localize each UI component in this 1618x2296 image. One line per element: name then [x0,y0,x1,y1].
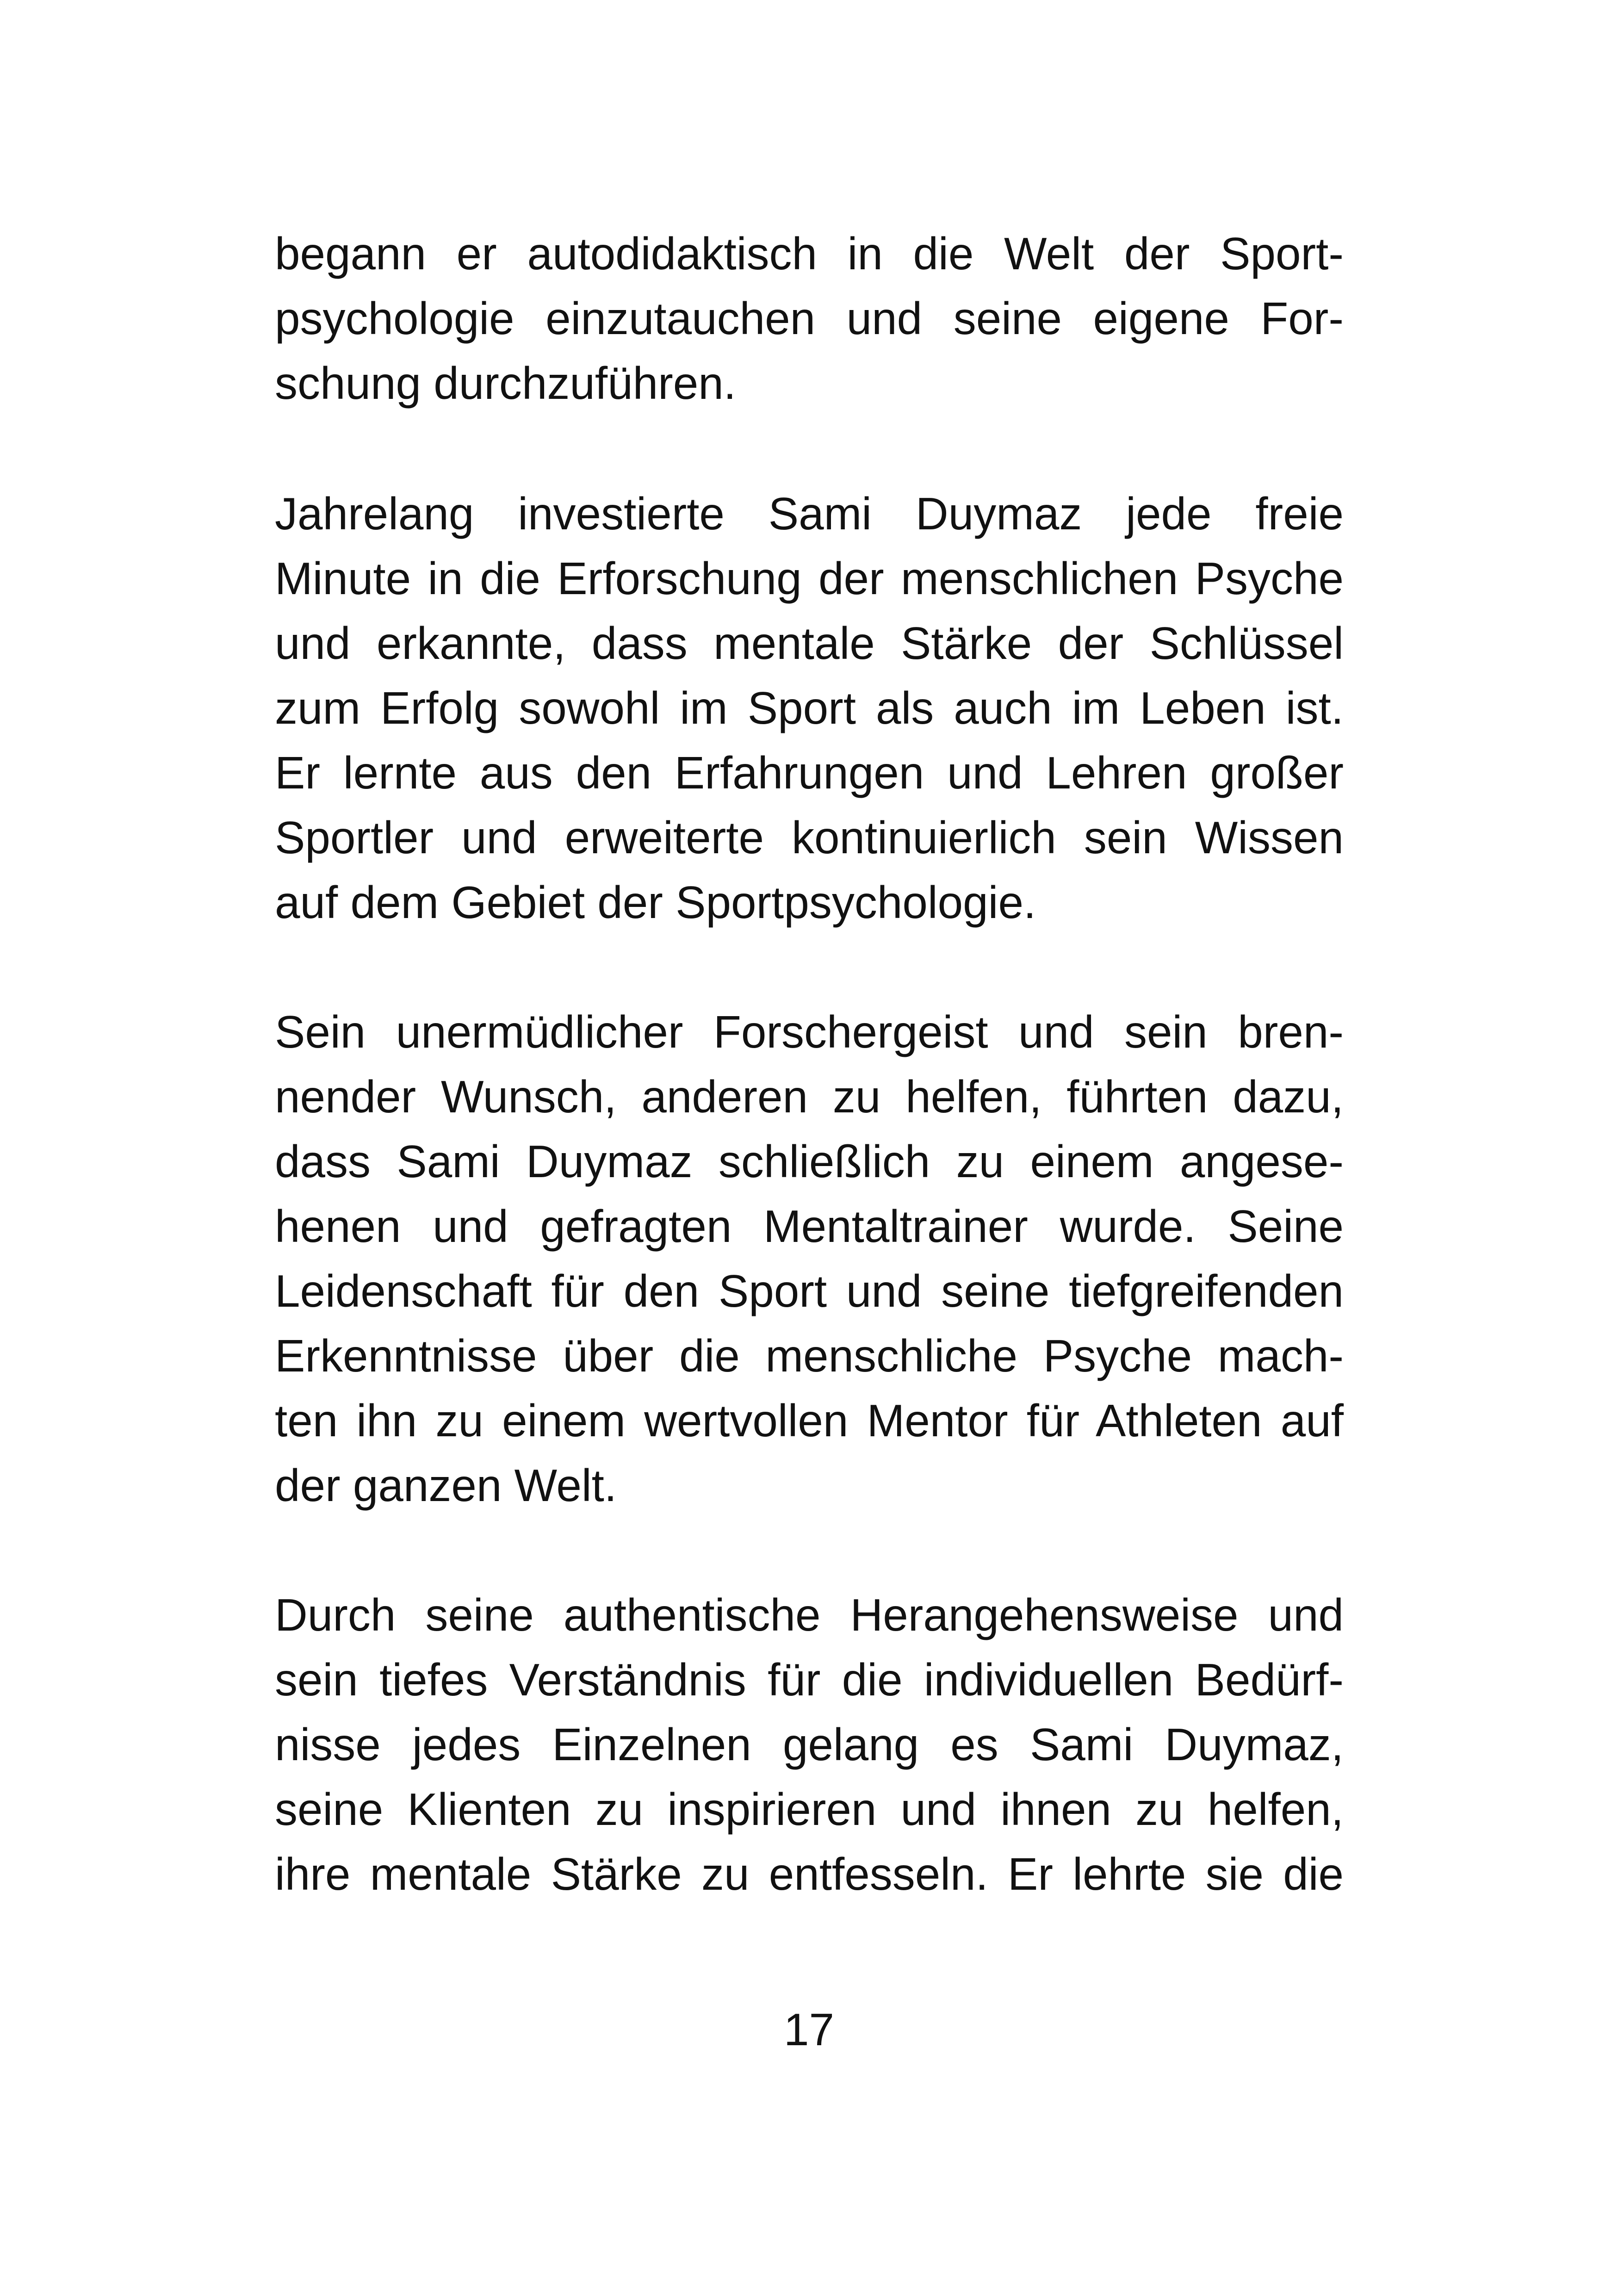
text-line: Sportler und erweiterte kontinuierlich sein Wissen [275,812,1344,863]
text-line: henen und gefragten Mentaltrainer wurde. Seine [275,1201,1344,1252]
text-line: schung durchzuführen. [275,358,736,409]
text-line: Jahrelang investierte Sami Duymaz jede freie [275,488,1344,539]
text-line: begann er autodidaktisch in die Welt der Sport- [275,228,1344,279]
paragraph [275,999,1344,1518]
text-line: Erkenntnisse über die menschliche Psyche mach- [275,1330,1344,1381]
text-line: Sein unermüdlicher Forschergeist und sein bren- [275,1006,1344,1057]
text-line: seine Klienten zu inspirieren und ihnen zu helfen, [275,1784,1344,1835]
text-line: ihre mentale Stärke zu entfesseln. Er lehrte sie die [275,1849,1344,1899]
text-line: psychologie einzutauchen und seine eigene For- [275,293,1344,344]
paragraph [275,1582,1344,1906]
text-line: Minute in die Erforschung der menschlichen Psyche [275,553,1344,604]
text-line: ten ihn zu einem wertvollen Mentor für Athleten auf [275,1395,1344,1446]
paragraph [275,221,1344,416]
text-line: dass Sami Duymaz schließlich zu einem angese- [275,1136,1344,1187]
page-number: 17 [783,2004,834,2055]
text-line: und erkannte, dass mentale Stärke der Schlüssel [275,618,1344,669]
text-line: Er lernte aus den Erfahrungen und Lehren großer [275,747,1344,798]
text-line: Leidenschaft für den Sport und seine tiefgreifenden [275,1266,1344,1316]
text-line: zum Erfolg sowohl im Sport als auch im Leben ist. [275,683,1344,733]
text-line: der ganzen Welt. [275,1460,617,1511]
text-line: sein tiefes Verständnis für die individuellen Bedürf- [275,1654,1344,1705]
text-line: nisse jedes Einzelnen gelang es Sami Duymaz, [275,1719,1344,1770]
paragraph [275,481,1344,935]
text-line: auf dem Gebiet der Sportpsychologie. [275,877,1036,928]
text-line: nender Wunsch, anderen zu helfen, führten dazu, [275,1071,1344,1122]
text-line: Durch seine authentische Herangehensweise und [275,1589,1344,1640]
